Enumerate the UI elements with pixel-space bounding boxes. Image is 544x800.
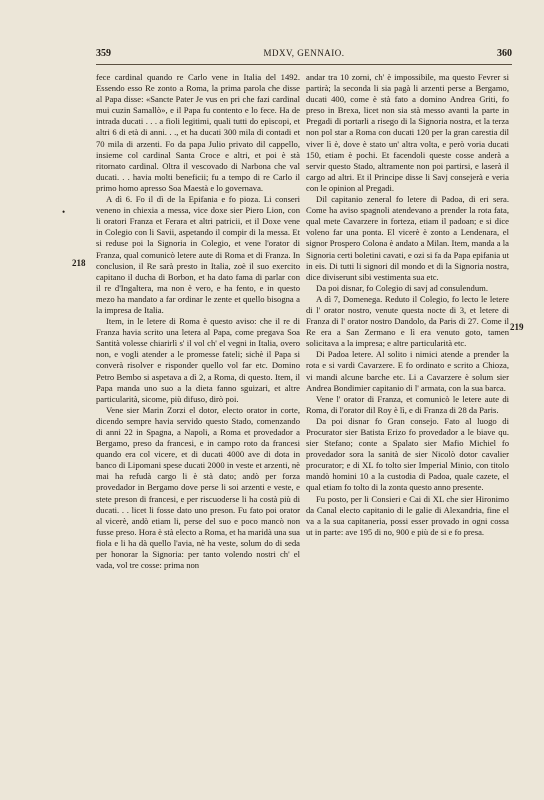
right-column <box>306 72 509 772</box>
page-number-right: 360 <box>497 48 512 59</box>
paragraph: Vene sier Marin Zorzi el dotor, electo orator in corte, dicendo sempre havia servido questo Stado, comenzando di anni 22 in Spagna, a Napoli, a Roma et provedador a Bergamo, preso da francesi, e in campo roto da francesi quando era col vicere, et di ducati 4000 ave di dota in banco di Lipomani spese ducati 2000 in veste et arzenti, nè mai ha refudà cargo li è stà dato; andò per forza provedador in Bergamo dove perse li soi arzenti e veste, e stete preson di francesi, e per riscuoderse li ha costà più di ducati. . . licet li fosse dato uno preson. Fu fato poi orator al vicerè, andò etiam li, perse del suo e poco mancò non fusse preso. Hora è stà electo a Roma, et ha maridà una sua fiola e li ha dà quello l'avia, nè ha veste, solum do di seda per honorar la Signoria: per tanto volendo nostri ch' el vada, vol tre cosse: prima non <box>96 404 300 571</box>
page-header <box>96 48 512 64</box>
paragraph: fece cardinal quando re Carlo vene in Italia del 1492. Essendo esso Re zonto a Roma, la prima parola che disse al Papa disse: «Sancte Pater Je vus en pri che fazi cardinal mui cuzin Samallò», e il Papa fu contento e lo fece. Ha de intrada ducati . . . a fioli legitimi, quali tutti do episcopi, et altri 6 di età di anni. . ., et ha ducati 300 mila di contadi et 70 mila di arzenti. Fo da papa Julio privato dil cappello, insieme col cardinal Santa Croce e altri, et poi è stà ritornato cardinal. Oltra il vescovado di Narbona che val ducati. . . havia molti beneficii; fu a tempo di re Carlo il primo homo apresso Soa Maestà e lo governava. <box>96 72 300 193</box>
paragraph: andar tra 10 zorni, ch' è impossibile, ma questo Fevrer si partirà; la seconda li sia pagà li arzenti perse a Bergamo, ducati 400, come è stà fato a domino Andrea Griti, fo preso in Brexa, licet non sia stà messo avanti la parte in Pregadi di portarli a risego di la Signoria nostra, et la terza non pol star a Roma con ducati 120 per la gran carestia dil viver lì è, dove è stato un' altra volta, e però voria ducati 150, etiam è pochi. Et facendoli queste cosse anderà a servir questo Stado, altramente non poi partirsi, e laserà il cargo ad altri. Et il Principe disse li Savj consejerà e veria con le opinion al Pregadi. <box>306 72 509 193</box>
paragraph: Vene l' orator di Franza, et comunicò le letere aute di Roma, di l'orator dil Roy è lì, e di Franza di 28 da Paris. <box>306 393 509 415</box>
margin-number-right: 219 <box>510 322 524 332</box>
margin-number-left: 218 <box>72 258 86 268</box>
paragraph: A dì 7, Domenega. Reduto il Colegio, fo lecto le letere di l' orator nostro, venute questa nocte di 3, et letere di Franza di l' orator nostro Dandolo, da Paris di 27. Come il Re era a San Zermano e lì era venuto goto, tamen solicitava a la impresa; e altre particularità etc. <box>306 293 509 349</box>
margin-bullet: • <box>62 207 66 217</box>
running-head: MDXV, GENNAIO. <box>263 48 345 58</box>
paragraph: A dì 6. Fo il dì de la Epifania e fo pioza. Li conseri veneno in chiexia a messa, vice doxe sier Piero Lion, con li oratori Franza et Ferara et altri patricii, et il Doxe vene in Colegio con li Savii, aspetando il compir di la messa. Et si reduse poi la Signoria in Colegio, et vene l'orator di Franza, qual comunicò letere aute di Roma et di Franza. In conclusion, il Re sarà presto in Italia, zoè il suo exercito capitano il ducha di Borbon, et ha dato fama di parlar con il re d'Ingaltera, ma non è vero, e ha fento, e in questo mezo ha mandato a far ordinar le zente et quello bisogna a la impresa de Italia. <box>96 194 300 315</box>
left-column <box>96 72 300 772</box>
header-rule <box>96 64 512 65</box>
paragraph: Di Padoa letere. Al solito i nimici atende a prender la rota e si vardi Cavarzere. E fo ordinato e scrito a Chioza, vi mandi alcune barche etc. Li a Cavarzere è solum sier Andrea Bondimier capitanio di l' armata, con la sua barca. <box>306 349 509 393</box>
page-number-left: 359 <box>96 48 111 59</box>
paragraph: Fu posto, per li Consieri e Cai di XL che sier Hironimo da Canal electo capitanio di le galie di Alexandria, fine el va a la sua capitaneria, possi esser provado in ogni cossa ut in parte: ave 195 di no, 900 e più de si e fo presa. <box>306 493 509 537</box>
paragraph: Da poi disnar, fo Colegio di savj ad consulendum. <box>316 282 488 293</box>
paragraph: Dil capitanio zeneral fo letere di Padoa, di eri sera. Come ha aviso spagnoli atendevano a prender la rota fata, qual mete Cavarzere in forteza, etiam il padoan; e si dice voleno far una ponta. El vicerè è zonto a Lendenara, el signor Prospero Colona è andato a Milan. Item, manda a la Signoria certi boletini cavati, e ozi si fa da Papa epifania ut in eis. Di tutti li signori dil mondo et di la Signoria nostra, dice diviserunt sibi vestimenta sua etc. <box>306 194 509 282</box>
paragraph: Item, in le letere di Roma è questo aviso: che il re di Franza havia scrito una letera al Papa, come pregava Soa Santità volesse chiarirlì s' il vol ch' el vegni in Italia, overo non, e vogli atender a le promesse fateli; sichè il Papa si converà risolver e risponder quello vol far etc. Domino Petro Bembo si aspetava a dì 2, a Roma, di questo. Item, il Papa manda uno suo a la dieta fanno sguizari, et altre particularità, sicome, più difuso, dirò poi. <box>96 316 300 404</box>
paragraph: Da poi disnar fo Gran consejo. Fato al luogo di Procurator sier Batista Erizo fo provedador a le biave qu. sier Stefano; conte a Spalato sier Mafio Michiel fo provedador sora la sanità de sier Nicolò dotor cavalier procurator; e di XL fo tolto sier Imperial Minio, con titolo mandò homini 10 a la custodia di Padoa, quale cazete, el qual etiam fo tolto di la zonta questo anno presente. <box>306 415 509 493</box>
